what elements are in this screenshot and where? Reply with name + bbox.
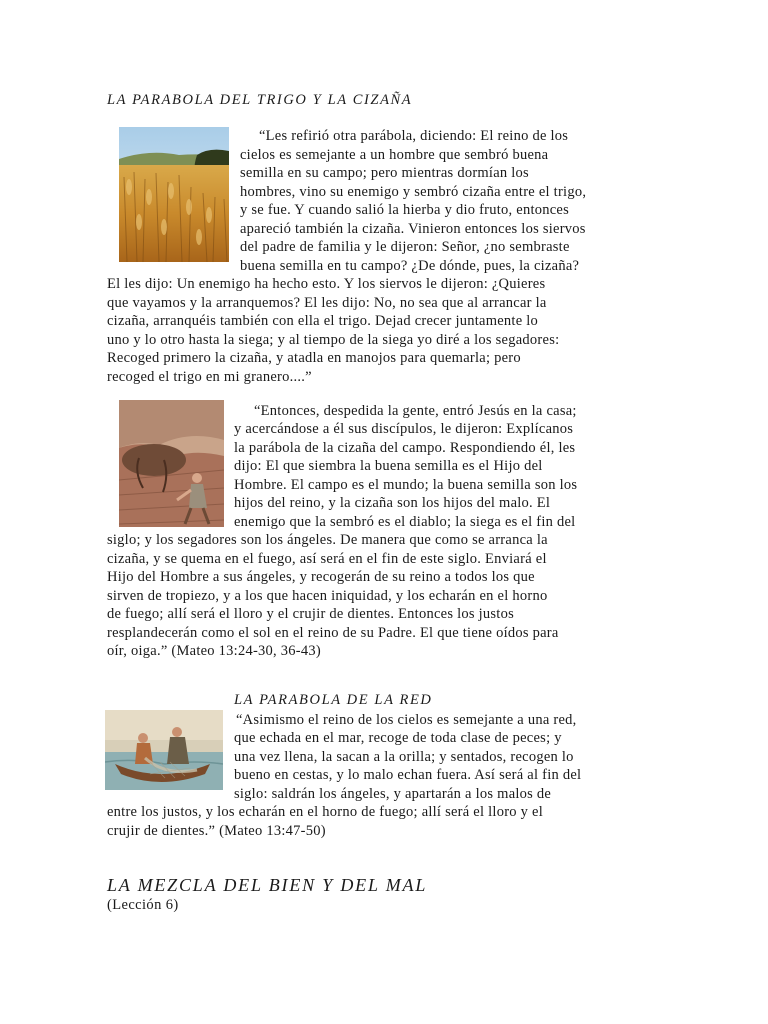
text-line: “Entonces, despedida la gente, entró Jesús en la casa; [254,403,577,419]
text-line: bueno en cestas, y lo malo echan fuera. Así será al fin del [234,767,582,783]
text-line: hijos del reino, y la cizaña son los hijos del malo. El [234,495,551,511]
text-line: sirven de tropiezo, y a los que hacen iniquidad, y los echarán en el horno [107,588,548,604]
text-line: hombres, vino su enemigo y sembró cizaña entre el trigo, [240,184,587,200]
text-line: apareció también la cizaña. Vinieron entonces los siervos [240,221,586,237]
text-line: del padre de familia y le dijeron: Señor, ¿no sembraste [240,239,570,255]
lesson-subtitle: (Lección 6) [107,897,179,913]
text-line: Hijo del Hombre a sus ángeles, y recogerán de su reino a todos los que [107,569,535,585]
text-line: cizaña, y se quema en el fuego, así será en el fin de este siglo. Enviará el [107,551,547,567]
fishermen-boat-image [105,710,223,790]
text-line: Hombre. El campo es el mundo; la buena semilla son los [234,477,578,493]
text-line: crujir de dientes.” (Mateo 13:47-50) [107,823,326,839]
text-line: y se fue. Y cuando salió la hierba y dio fruto, entonces [240,202,570,218]
wheat-field-image [119,127,229,262]
text-line: cizaña, arranquéis también con ella el trigo. Dejad crecer juntamente lo [107,313,539,329]
text-line: dijo: El que siembra la buena semilla es el Hijo del [234,458,543,474]
text-line: buena semilla en tu campo? ¿De dónde, pues, la cizaña? [240,258,580,274]
text-line: que echada en el mar, recoge de toda clase de peces; y [234,730,562,746]
text-line: semilla en su campo; pero mientras dormían los [240,165,529,181]
text-line: “Les refirió otra parábola, diciendo: El reino de los [259,128,569,144]
text-line: y acercándose a él sus discípulos, le dijeron: Explícanos [234,421,574,437]
text-line: cielos es semejante a un hombre que sembró buena [240,147,549,163]
text-line: la parábola de la cizaña del campo. Respondiendo él, les [234,440,576,456]
sower-illustration-image [119,400,224,527]
text-line: siglo; y los segadores son los ángeles. De manera que como se arranca la [107,532,548,548]
text-line: El les dijo: Un enemigo ha hecho esto. Y los siervos le dijeron: ¿Quieres [107,276,546,292]
text-line: resplandecerán como el sol en el reino de su Padre. El que tiene oídos para [107,625,559,641]
text-line: “Asimismo el reino de los cielos es semejante a una red, [236,712,577,728]
text-line: enemigo que la sembró es el diablo; la siega es el fin del [234,514,576,530]
text-line: una vez llena, la sacan a la orilla; y sentados, recogen lo [234,749,574,765]
text-line: entre los justos, y los echarán en el horno de fuego; allí será el lloro y el [107,804,543,820]
text-line: oír, oiga.” (Mateo 13:24-30, 36-43) [107,643,321,659]
text-line: uno y lo otro hasta la siega; y al tiempo de la siega yo diré a los segadores: [107,332,560,348]
section-title-wheat-tares: LA PARABOLA DEL TRIGO Y LA CIZAÑA [107,92,413,108]
section-title-good-and-evil: LA MEZCLA DEL BIEN Y DEL MAL [107,875,428,895]
section-title-net: LA PARABOLA DE LA RED [234,692,433,708]
text-line: recoged el trigo en mi granero....” [107,369,312,385]
text-line: siglo: saldrán los ángeles, y apartarán a los malos de [234,786,552,802]
text-line: que vayamos y la arranquemos? El les dijo: No, no sea que al arrancar la [107,295,547,311]
text-line: de fuego; allí será el lloro y el crujir de dientes. Entonces los justos [107,606,514,622]
text-line: Recoged primero la cizaña, y atadla en manojos para quemarla; pero [107,350,521,366]
